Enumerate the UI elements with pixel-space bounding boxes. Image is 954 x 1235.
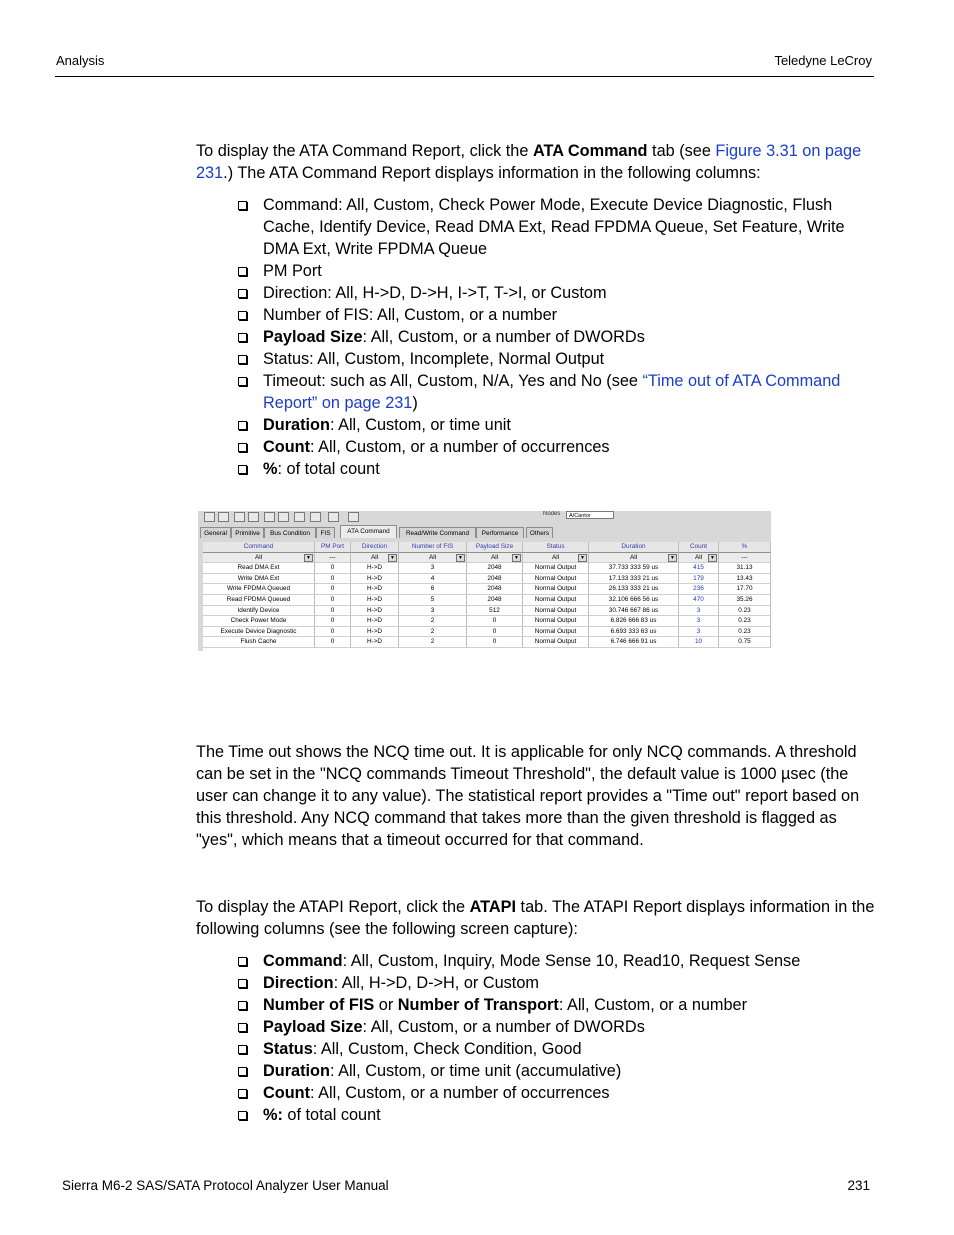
bullet-text: PM Port: [263, 262, 322, 280]
col-number-of-fis[interactable]: Number of FIS: [399, 542, 467, 553]
cell-command: Read DMA Ext: [203, 563, 315, 574]
print-icon[interactable]: [218, 512, 229, 522]
ata-column-list: [237, 194, 877, 480]
cell-pm-port: 0: [315, 616, 351, 627]
tab-read-write-command[interactable]: Read/Write Command: [399, 527, 476, 538]
cell-direction: H->D: [351, 616, 399, 627]
cell-direction: H->D: [351, 637, 399, 648]
cell-percent: 0.23: [719, 627, 771, 638]
cell-duration: 6.746 666 91 us: [589, 637, 679, 648]
col-command[interactable]: Command: [203, 542, 315, 553]
list-item: [237, 1060, 877, 1082]
bullet-text: Status: All, Custom, Incomplete, Normal Output: [263, 350, 605, 368]
bullet-text: : All, Custom, or time unit (accumulative): [329, 1062, 622, 1080]
tab-general[interactable]: General: [200, 527, 231, 538]
cell-pm-port: 0: [315, 637, 351, 648]
ata-intro-paragraph: [196, 140, 876, 184]
tab-bus-condition[interactable]: Bus Condition: [264, 527, 316, 538]
cell-duration: 37.733 333 59 us: [589, 563, 679, 574]
checkbox-bullet-icon: [238, 333, 247, 342]
cell-duration: 32.106 666 56 us: [589, 595, 679, 606]
list-item: [237, 1016, 877, 1038]
bullet-text: Direction: All, H->D, D->H, I->T, T->I, or Custom: [263, 284, 607, 302]
bullet-term: Duration: [263, 416, 330, 434]
list-item: [237, 950, 877, 972]
checkbox-bullet-icon: [238, 311, 247, 320]
bullet-text-end: ): [412, 394, 418, 412]
bullet-term: Number of FIS: [263, 996, 375, 1014]
cell-command: Execute Device Diagnostic: [203, 627, 315, 638]
cell-duration: 17.133 333 21 us: [589, 574, 679, 585]
list-item: [237, 370, 877, 414]
report-grid: [203, 542, 771, 651]
cell-payload-size: 2048: [467, 595, 523, 606]
cell-pm-port: 0: [315, 563, 351, 574]
cell-percent: 35.26: [719, 595, 771, 606]
filter-count[interactable]: [679, 553, 719, 564]
filter-number-of-fis[interactable]: [399, 553, 467, 564]
bullet-text: : All, Custom, Check Condition, Good: [312, 1040, 582, 1058]
cell-duration: 26.133 333 21 us: [589, 584, 679, 595]
checkbox-bullet-icon: [238, 1023, 247, 1032]
filter-value: All: [428, 553, 437, 561]
filter-command[interactable]: [203, 553, 315, 564]
cell-command: Write FPDMA Queued: [203, 584, 315, 595]
cell-count: 10: [679, 637, 719, 648]
cell-payload-size: 0: [467, 616, 523, 627]
atapi-intro-paragraph: [196, 896, 876, 940]
cell-number-of-fis: 2: [399, 616, 467, 627]
cell-command: Write DMA Ext: [203, 574, 315, 585]
bullet-term: Payload Size: [263, 1018, 363, 1036]
list-item: [237, 458, 877, 480]
checkbox-bullet-icon: [238, 267, 247, 276]
bullet-term: Count: [263, 438, 311, 456]
cell-direction: H->D: [351, 563, 399, 574]
atapi-tab-name: ATAPI: [469, 898, 517, 916]
cell-number-of-fis: 6: [399, 584, 467, 595]
timeout-paragraph: The Time out shows the NCQ time out. It is applicable for only NCQ commands. A threshold can be set in the "NCQ commands Timeout Threshold", the default value is 1000 µsec (the user can change it to any value). The statistical report provides a "Time out" report based on this threshold. Any NCQ command that takes more than the given threshold is flagged as "yes", which means that a timeout occurred for that command.: [196, 743, 860, 849]
checkbox-bullet-icon: [238, 1001, 247, 1010]
running-header-brand: Teledyne LeCroy: [774, 53, 872, 68]
table-row[interactable]: [203, 637, 771, 648]
list-item: [237, 414, 877, 436]
list-item: [237, 194, 877, 260]
cell-status: Normal Output: [523, 616, 589, 627]
copy-icon[interactable]: [234, 512, 245, 522]
table-row[interactable]: [203, 584, 771, 595]
bullet-text: : of total count: [277, 460, 380, 478]
nodes-label: Nodes: [543, 511, 561, 517]
bullet-term: Duration: [263, 1062, 330, 1080]
list-item: [237, 972, 877, 994]
dropdown-arrow-icon[interactable]: ▼: [708, 554, 717, 562]
checkbox-bullet-icon: [238, 421, 247, 430]
bullet-term: %: [263, 460, 278, 478]
dropdown-arrow-icon[interactable]: ▼: [388, 554, 397, 562]
list-item: [237, 1038, 877, 1060]
report-toolbar: [198, 511, 771, 523]
filter-pm-port[interactable]: [315, 553, 351, 564]
checkbox-bullet-icon: [238, 443, 247, 452]
refresh-icon[interactable]: [264, 512, 275, 522]
checkbox-bullet-icon: [238, 201, 247, 210]
cell-direction: H->D: [351, 595, 399, 606]
cell-number-of-fis: 5: [399, 595, 467, 606]
col-payload-size[interactable]: Payload Size: [467, 542, 523, 553]
cell-count: 236: [679, 584, 719, 595]
checkbox-bullet-icon: [238, 979, 247, 988]
tab-primitive[interactable]: Primitive: [231, 527, 264, 538]
list-item: [237, 994, 877, 1016]
cell-payload-size: 2048: [467, 584, 523, 595]
table-row[interactable]: [203, 616, 771, 627]
col-direction[interactable]: Direction: [351, 542, 399, 553]
cell-command: Check Power Mode: [203, 616, 315, 627]
nodes-select[interactable]: A/Cantor: [566, 511, 614, 519]
list-item: [237, 282, 877, 304]
table-row[interactable]: [203, 606, 771, 617]
dropdown-arrow-icon[interactable]: ▼: [578, 554, 587, 562]
cell-percent: 31.13: [719, 563, 771, 574]
dropdown-arrow-icon[interactable]: ▼: [512, 554, 521, 562]
bullet-text: : All, Custom, or time unit: [329, 416, 511, 434]
ata-command-tab-name: ATA Command: [532, 142, 648, 160]
cell-direction: H->D: [351, 627, 399, 638]
cell-number-of-fis: 3: [399, 563, 467, 574]
cell-count: 179: [679, 574, 719, 585]
filter-value: All: [629, 553, 638, 561]
dropdown-arrow-icon[interactable]: ▼: [456, 554, 465, 562]
cell-percent: 0.23: [719, 606, 771, 617]
filter-status[interactable]: [523, 553, 589, 564]
tab-performance[interactable]: Performance: [476, 527, 524, 538]
atapi-column-list: [237, 950, 877, 1126]
save-icon[interactable]: [204, 512, 215, 522]
col-count[interactable]: Count: [679, 542, 719, 553]
bullet-connector: or: [374, 996, 398, 1014]
cell-command: Flush Cache: [203, 637, 315, 648]
list-item: [237, 1082, 877, 1104]
cell-payload-size: 0: [467, 637, 523, 648]
col-pm-port[interactable]: PM Port: [315, 542, 351, 553]
bullet-term: Number of Transport: [397, 996, 559, 1014]
filter-value: ---: [741, 553, 748, 561]
cell-number-of-fis: 3: [399, 606, 467, 617]
cell-command: Identify Device: [203, 606, 315, 617]
checkbox-bullet-icon: [238, 1089, 247, 1098]
filter-payload-size[interactable]: [467, 553, 523, 564]
tab-ata-command[interactable]: ATA Command: [340, 525, 397, 538]
down-arrow-icon[interactable]: [310, 512, 321, 522]
cell-status: Normal Output: [523, 574, 589, 585]
filter-direction[interactable]: [351, 553, 399, 564]
list-item: [237, 348, 877, 370]
checkbox-bullet-icon: [238, 1067, 247, 1076]
table-row[interactable]: [203, 627, 771, 638]
ata-intro-text: To display the ATA Command Report, click the: [196, 142, 533, 160]
list-item: [237, 304, 877, 326]
cell-number-of-fis: 2: [399, 627, 467, 638]
table-row[interactable]: [203, 595, 771, 606]
options-icon[interactable]: [328, 512, 339, 522]
running-header-section: Analysis: [56, 53, 105, 68]
cell-command: Read FPDMA Queued: [203, 595, 315, 606]
ata-intro-text-mid: tab (see: [647, 142, 716, 160]
cell-count: 3: [679, 627, 719, 638]
dropdown-arrow-icon[interactable]: ▼: [304, 554, 313, 562]
filter-value: All: [490, 553, 499, 561]
checkbox-bullet-icon: [238, 377, 247, 386]
list-item: [237, 260, 877, 282]
zoom-icon[interactable]: [248, 512, 259, 522]
cell-percent: 13.43: [719, 574, 771, 585]
cell-status: Normal Output: [523, 606, 589, 617]
nav-icon[interactable]: [348, 512, 359, 522]
filter-value: All: [254, 553, 263, 561]
atapi-intro-text-end: tab. The ATAPI Report displays information in the following columns (see the following screen capture):: [196, 898, 875, 938]
bullet-term: Direction: [263, 974, 334, 992]
cell-pm-port: 0: [315, 606, 351, 617]
filter-icon[interactable]: [294, 512, 305, 522]
cell-duration: 6.826 666 83 us: [589, 616, 679, 627]
ata-command-report-screenshot: [198, 511, 771, 651]
checkbox-bullet-icon: [238, 289, 247, 298]
bullet-term: Payload Size: [263, 328, 363, 346]
figure-link[interactable]: Figure 3.31 on page 231: [196, 142, 862, 182]
bullet-term: Status: [263, 1040, 313, 1058]
cell-percent: 0.75: [719, 637, 771, 648]
grid-header-row: [203, 542, 771, 553]
bullet-text: Command: All, Custom, Check Power Mode, Execute Device Diagnostic, Flush Cache, Identify Device, Read DMA Ext, Read FPDMA Queue, Set Feature, Write DMA Ext, Write FPDMA Queue: [263, 196, 845, 258]
bullet-term: Count: [263, 1084, 311, 1102]
cell-count: 3: [679, 606, 719, 617]
cell-pm-port: 0: [315, 627, 351, 638]
checkbox-bullet-icon: [238, 465, 247, 474]
cell-number-of-fis: 2: [399, 637, 467, 648]
bullet-term: Command: [263, 952, 343, 970]
cell-pm-port: 0: [315, 584, 351, 595]
cell-number-of-fis: 4: [399, 574, 467, 585]
cell-direction: H->D: [351, 606, 399, 617]
cell-status: Normal Output: [523, 627, 589, 638]
color-icon[interactable]: [278, 512, 289, 522]
cell-direction: H->D: [351, 574, 399, 585]
list-item: [237, 436, 877, 458]
bullet-text: of total count: [282, 1106, 381, 1124]
footer-manual-title: Sierra M6-2 SAS/SATA Protocol Analyzer User Manual: [62, 1178, 389, 1193]
bullet-text: : All, Custom, or a number: [558, 996, 748, 1014]
cell-payload-size: 512: [467, 606, 523, 617]
filter-duration[interactable]: [589, 553, 679, 564]
cell-payload-size: 0: [467, 627, 523, 638]
filter-percent[interactable]: [719, 553, 771, 564]
cell-payload-size: 2048: [467, 574, 523, 585]
bullet-text: : All, H->D, D->H, or Custom: [333, 974, 539, 992]
header-rule: [55, 76, 874, 77]
cell-count: 3: [679, 616, 719, 627]
cell-status: Normal Output: [523, 563, 589, 574]
filter-value: All: [370, 553, 379, 561]
cell-status: Normal Output: [523, 584, 589, 595]
filter-value: All: [551, 553, 560, 561]
col-duration[interactable]: Duration: [589, 542, 679, 553]
filter-value: All: [694, 553, 703, 561]
tab-fis[interactable]: FIS: [316, 527, 335, 538]
cell-count: 415: [679, 563, 719, 574]
cell-direction: H->D: [351, 584, 399, 595]
cell-status: Normal Output: [523, 595, 589, 606]
grid-filter-row: [203, 553, 771, 564]
bullet-text: Timeout: such as All, Custom, N/A, Yes and No (see: [263, 372, 643, 390]
cell-count: 470: [679, 595, 719, 606]
checkbox-bullet-icon: [238, 1045, 247, 1054]
list-item: [237, 1104, 877, 1126]
checkbox-bullet-icon: [238, 1111, 247, 1120]
bullet-text: : All, Custom, or a number of occurrences: [310, 1084, 610, 1102]
timeout-section-link[interactable]: “Time out of ATA Command Report” on page 231: [263, 372, 841, 412]
filter-value: ---: [329, 553, 336, 561]
cell-pm-port: 0: [315, 574, 351, 585]
bullet-text: : All, Custom, Inquiry, Mode Sense 10, Read10, Request Sense: [342, 952, 801, 970]
cell-status: Normal Output: [523, 637, 589, 648]
dropdown-arrow-icon[interactable]: ▼: [668, 554, 677, 562]
ata-intro-text-end: .) The ATA Command Report displays information in the following columns:: [223, 164, 761, 182]
cell-duration: 30.746 667 86 us: [589, 606, 679, 617]
bullet-term: %:: [263, 1106, 283, 1124]
bullet-text: : All, Custom, or a number of DWORDs: [362, 328, 645, 346]
checkbox-bullet-icon: [238, 957, 247, 966]
page-number: 231: [847, 1178, 870, 1193]
atapi-intro-text: To display the ATAPI Report, click the: [196, 898, 470, 916]
bullet-text: : All, Custom, or a number of occurrences: [310, 438, 610, 456]
list-item: [237, 326, 877, 348]
table-row[interactable]: [203, 574, 771, 585]
checkbox-bullet-icon: [238, 355, 247, 364]
cell-percent: 0.23: [719, 616, 771, 627]
table-row[interactable]: [203, 563, 771, 574]
bullet-text: : All, Custom, or a number of DWORDs: [362, 1018, 645, 1036]
cell-payload-size: 2048: [467, 563, 523, 574]
cell-pm-port: 0: [315, 595, 351, 606]
tab-others[interactable]: Others: [526, 527, 553, 538]
col-status[interactable]: Status: [523, 542, 589, 553]
cell-duration: 6.693 333 63 us: [589, 627, 679, 638]
col-percent[interactable]: %: [719, 542, 771, 553]
cell-percent: 17.70: [719, 584, 771, 595]
bullet-text: Number of FIS: All, Custom, or a number: [263, 306, 558, 324]
